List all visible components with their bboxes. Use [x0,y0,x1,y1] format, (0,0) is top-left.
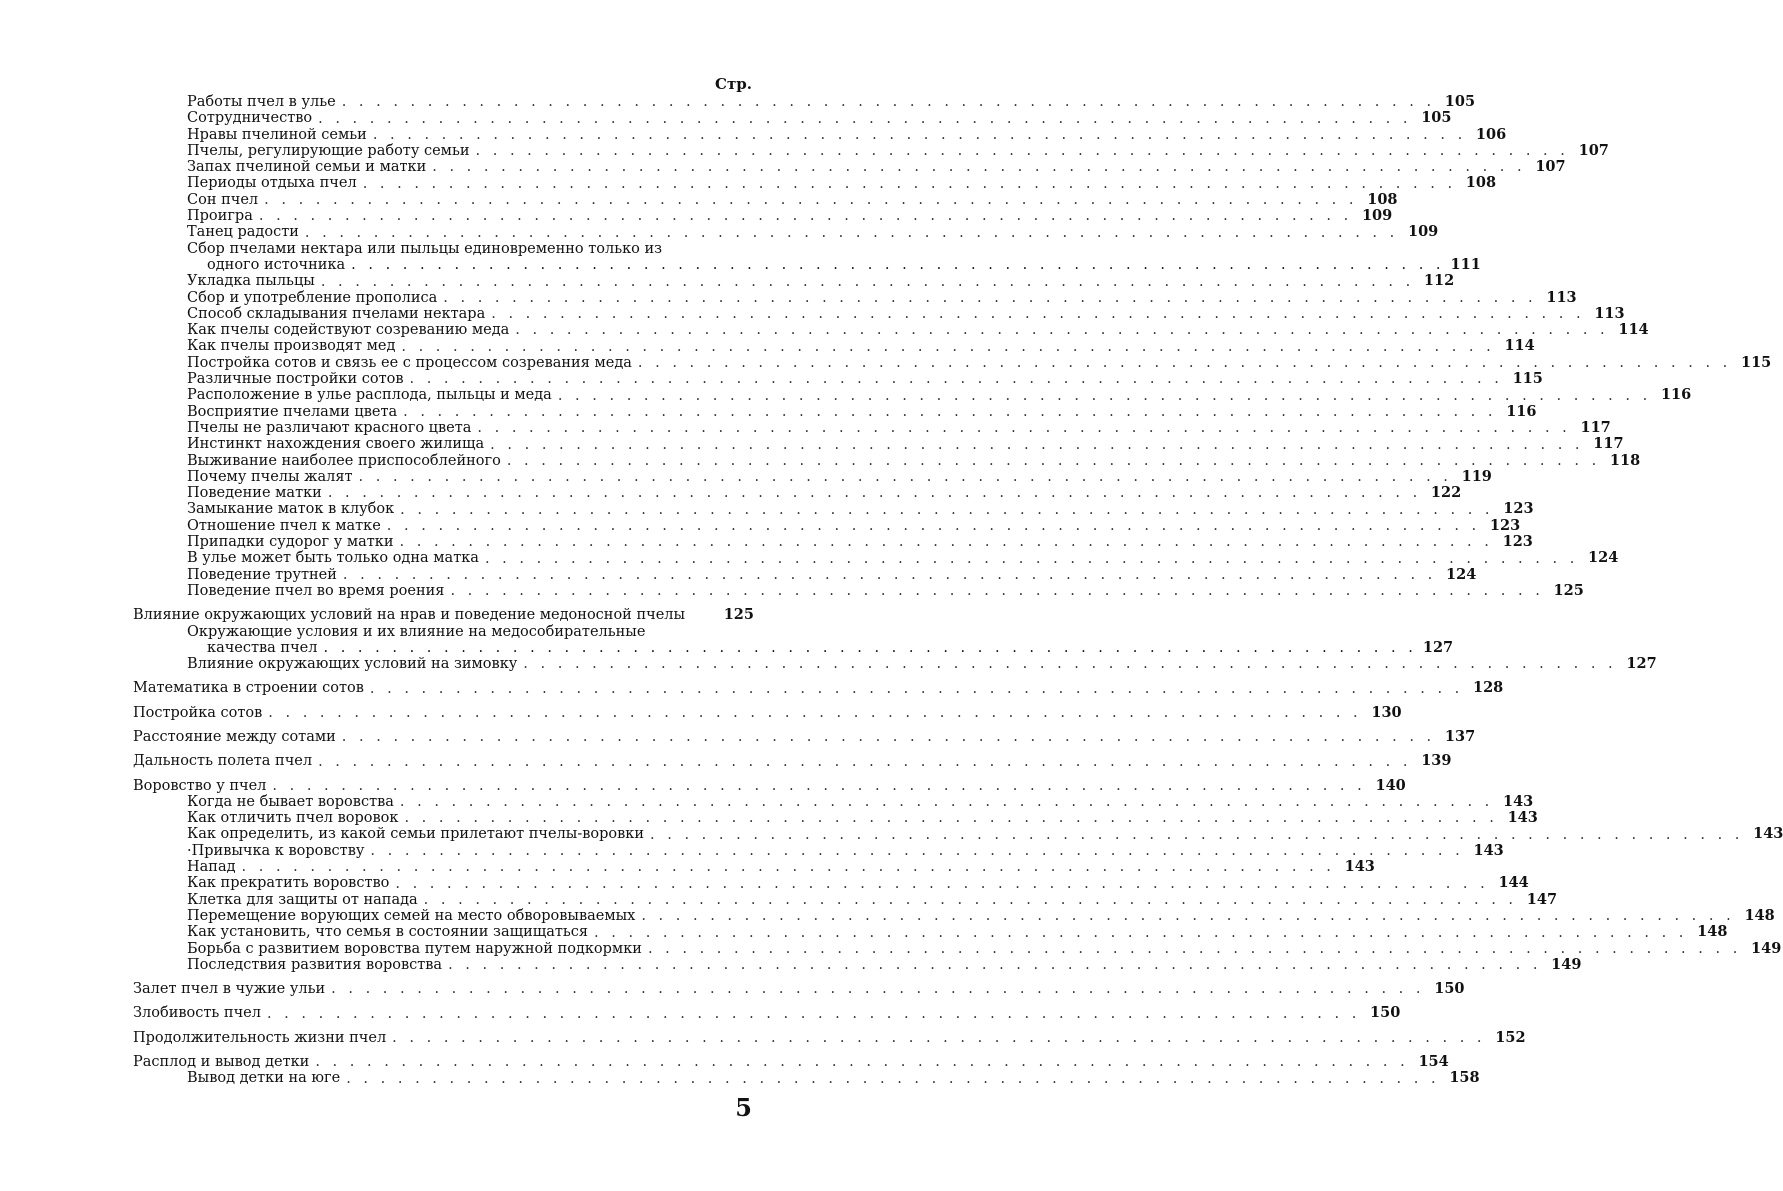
toc-entry-page: 124 [1446,565,1477,583]
toc-entry-title: Как прекратить воровство [187,875,390,892]
dot-leader: . . . . . . . . . . . . . . . . . . . . . . . . . . . . . . . . . . . . . . . . . . . . . . . . . . . . . . . . . . . . . . . . [358,469,1452,486]
toc-entry-title: Укладка пыльцы [187,273,315,290]
toc-entry-page: 130 [1371,703,1402,721]
dot-leader: . . . . . . . . . . . . . . . . . . . . . . . . . . . . . . . . . . . . . . . . . . . . . . . . . . . . . . . . . . . . . . . . [557,387,1652,404]
toc-entry [187,500,1534,518]
toc-entry-page: 117 [1593,435,1624,453]
dot-leader: . . . . . . . . . . . . . . . . . . . . . . . . . . . . . . . . . . . . . . . . . . . . . . . . . . . . . . . . . . . . . . . . [331,981,1425,998]
toc-entry [133,980,1465,998]
toc-entry [133,727,1476,746]
toc-entry [187,906,1775,925]
dot-leader: . . . . . . . . . . . . . . . . . . . . . . . . . . . . . . . . . . . . . . . . . . . . . . . . . . . . . . . . . . . . . . . . [264,192,1358,209]
toc-entry-page: 143 [1344,858,1375,876]
toc-entry [187,484,1462,502]
toc-entry [187,533,1533,551]
toc-entry-title-continued: качества пчел [207,639,318,656]
toc-entry [133,1028,1526,1047]
toc-entry [187,939,1782,957]
dot-leader: . . . . . . . . . . . . . . . . . . . . . . . . . . . . . . . . . . . . . . . . . . . . . . . . . . . . . . . . . . . . . . . . [641,908,1735,925]
toc-entry [133,607,754,623]
toc-entry-title: Поведение пчел во время роения [187,582,445,599]
toc-entry-page: 115 [1741,353,1772,371]
toc-entry-page: 128 [1473,679,1504,697]
toc-entry [187,240,1481,274]
table-of-contents [0,93,1783,1087]
toc-entry-page: 154 [1418,1053,1449,1071]
toc-entry [133,1053,1449,1071]
toc-entry-title: Различные постройки сотов [187,371,404,388]
dot-leader: . . . . . . . . . . . . . . . . . . . . . . . . . . . . . . . . . . . . . . . . . . . . . . . . . . . . . . . . . . . . . . . . [318,110,1412,127]
toc-entry-page: 123 [1502,533,1533,551]
toc-entry-title: Злобивость пчел [133,1005,261,1022]
toc-entry-page: 139 [1421,752,1452,770]
toc-entry-title: Когда не бывает воровства [187,793,394,810]
toc-entry-title: Поведение трутней [187,566,337,583]
toc-entry-page: 127 [1626,655,1657,673]
toc-entry-title: Сбор и употребление прополиса [187,289,438,306]
toc-entry-title: В улье может быть только одна матка [187,550,479,567]
toc-entry-page: 108 [1465,174,1497,192]
dot-leader: . . . . . . . . . . . . . . . . . . . . . . . . . . . . . . . . . . . . . . . . . . . . . . . . . . . . . . . . . . . . . . . . [241,859,1335,876]
toc-entry-title: Периоды отдыха пчел [187,175,357,192]
toc-entry [187,207,1393,225]
dot-leader: . . . . . . . . . . . . . . . . . . . . . . . . . . . . . . . . . . . . . . . . . . . . . . . . . . . . . . . . . . . . . . . . [315,1054,1409,1071]
dot-leader: . . . . . . . . . . . . . . . . . . . . . . . . . . . . . . . . . . . . . . . . . . . . . . . . . . . . . . . . . . . . . . . . [400,501,1494,518]
toc-entry [187,655,1657,673]
dot-leader: . . . . . . . . . . . . . . . . . . . . . . . . . . . . . . . . . . . . . . . . . . . . . . . . . . . . . . . . . . . . . . . . [647,940,1742,957]
toc-entry-title: Пчелы, регулирующие работу семьи [187,142,470,159]
toc-entry-page: 150 [1434,980,1465,998]
toc-entry-title: Сотрудничество [187,110,313,127]
toc-entry-title: Последствия развития воровства [187,956,443,973]
toc-entry [187,890,1558,908]
toc-entry-page: 143 [1507,809,1538,827]
toc-entry-title: Расплод и вывод детки [133,1054,310,1071]
dot-leader: . . . . . . . . . . . . . . . . . . . . . . . . . . . . . . . . . . . . . . . . . . . . . . . . . . . . . . . . . . . . . . . . [515,322,1609,339]
toc-entry [133,752,1452,770]
dot-leader: . . . . . . . . . . . . . . . . . . . . . . . . . . . . . . . . . . . . . . . . . . . . . . . . . . . . . . . . . . . . . . . . [523,656,1617,673]
toc-entry-title: Залет пчел в чужие ульи [133,981,326,998]
dot-leader: . . . . . . . . . . . . . . . . . . . . . . . . . . . . . . . . . . . . . . . . . . . . . . . . . . . . . . . . . . . . . . . . [399,794,1494,811]
toc-entry [187,304,1625,323]
toc-entry [187,125,1507,143]
dot-leader: . . . . . . . . . . . . . . . . . . . . . . . . . . . . . . . . . . . . . . . . . . . . . . . . . . . . . . . . . . . . . . . . [477,420,1571,437]
toc-entry-title: Влияние окружающих условий на зимовку [187,656,518,673]
toc-entry-title: Как определить, из какой семьи прилетают пчелы-воровки [187,826,645,843]
toc-entry [187,841,1504,860]
toc-entry-title: Воровство у пчел [133,777,267,794]
toc-entry-page: 108 [1367,190,1398,208]
toc-entry [187,353,1772,372]
toc-entry-page: 148 [1697,923,1728,941]
toc-entry-page: 105 [1444,93,1476,110]
toc-entry [133,1004,1401,1022]
toc-entry [133,776,1406,794]
toc-entry-title: Поведение матки [187,485,322,502]
dot-leader: . . . . . . . . . . . . . . . . . . . . . . . . . . . . . . . . . . . . . . . . . . . . . . . . . . . . . . . . . . . . . . . . [401,338,1495,355]
toc-entry [187,874,1529,892]
toc-entry [187,809,1538,827]
toc-entry [187,1069,1480,1087]
toc-entry-title: Расположение в улье расплода, пыльцы и меда [187,387,552,404]
toc-entry [187,386,1692,404]
dot-leader: . . . . . . . . . . . . . . . . . . . . . . . . . . . . . . . . . . . . . . . . . . . . . . . . . . . . . . . . . . . . . . . . [392,1030,1486,1047]
dot-leader: . . . . . . . . . . . . . . . . . . . . . . . . . . . . . . . . . . . . . . . . . . . . . . . . . . . . . . . . . . . . . . . . [399,534,1493,551]
dot-leader: . . . . . . . . . . . . . . . . . . . . . . . . . . . . . . . . . . . . . . . . . . . . . . . . . . . . . . . . . . . . . . . . [490,436,1584,453]
page-number: 5 [735,1093,752,1122]
toc-entry [187,565,1477,583]
toc-entry-title: Вывод детки на юге [187,1070,341,1087]
toc-entry-title: Запах пчелиной семьи и матки [187,159,427,176]
toc-entry-title: Расстояние между сотами [133,728,336,745]
toc-entry-page: 107 [1535,158,1566,176]
toc-entry-title: Инстинкт нахождения своего жилища [187,436,485,453]
toc-entry-page: 112 [1423,272,1455,290]
toc-entry [187,93,1476,111]
toc-entry [187,288,1577,306]
toc-entry-page: 117 [1580,418,1611,436]
toc-entry-title: Напад [187,859,236,876]
dot-leader: . . . . . . . . . . . . . . . . . . . . . . . . . . . . . . . . . . . . . . . . . . . . . . . . . . . . . . . . . . . . . . . . [403,403,1497,420]
dot-leader: . . . . . . . . . . . . . . . . . . . . . . . . . . . . . . . . . . . . . . . . . . . . . . . . . . . . . . . . . . . . . . . . [346,1070,1440,1087]
toc-entry [187,158,1566,176]
toc-entry-page: 152 [1495,1028,1526,1046]
toc-entry-title: Припадки судорог у матки [187,534,394,551]
toc-entry-page: 137 [1444,727,1476,745]
toc-entry-page: 143 [1473,841,1504,859]
toc-entry [187,370,1543,388]
dot-leader: . . . . . . . . . . . . . . . . . . . . . . . . . . . . . . . . . . . . . . . . . . . . . . . . . . . . . . . . . . . . . . . . [268,704,1362,721]
toc-entry [187,516,1521,535]
toc-entry [187,581,1584,600]
toc-entry [187,623,1454,657]
toc-entry [133,703,1402,721]
dot-leader: . . . . . . . . . . . . . . . . . . . . . . . . . . . . . . . . . . . . . . . . . . . . . . . . . . . . . . . . . . . . . . . . [637,355,1732,372]
dot-leader: . . . . . . . . . . . . . . . . . . . . . . . . . . . . . . . . . . . . . . . . . . . . . . . . . . . . . . . . . . . . . . . . [443,289,1537,306]
dot-leader: . . . . . . . . . . . . . . . . . . . . . . . . . . . . . . . . . . . . . . . . . . . . . . . . . . . . . . . . . . . . . . . . [327,485,1422,502]
toc-entry-title: Продолжительность жизни пчел [133,1029,387,1046]
toc-entry-title: Как пчелы производят мед [187,338,396,355]
toc-entry-title: Танец радости [187,224,299,241]
toc-entry-title: Выживание наиболее приспособлейного [187,452,501,469]
toc-entry-page: 105 [1421,109,1452,127]
toc-entry-page: 125 [723,606,754,624]
dot-leader: . . . . . . . . . . . . . . . . . . . . . . . . . . . . . . . . . . . . . . . . . . . . . . . . . . . . . . . . . . . . . . . . [450,583,1544,600]
toc-entry [187,402,1537,420]
dot-leader: . . . . . . . . . . . . . . . . . . . . . . . . . . . . . . . . . . . . . . . . . . . . . . . . . . . . . . . . . . . . . . . . [484,550,1579,567]
toc-entry-title: Как установить, что семья в состоянии защищаться [187,924,589,941]
toc-entry [187,451,1641,469]
toc-entry-title: Дальность полета пчел [133,753,313,770]
dot-leader: . . . . . . . . . . . . . . . . . . . . . . . . . . . . . . . . . . . . . . . . . . . . . . . . . . . . . . . . . . . . . . . . [323,640,1417,657]
toc-entry-title: Способ складывания пчелами нектара [187,305,486,322]
dot-leader: . . . . . . . . . . . . . . . . . . . . . . . . . . . . . . . . . . . . . . . . . . . . . . . . . . . . . . . . . . . . . . . . [475,143,1569,160]
toc-entry-page: 113 [1546,288,1577,306]
toc-entry [187,467,1492,486]
dot-leader: . . . . . . . . . . . . . . . . . . . . . . . . . . . . . . . . . . . . . . . . . . . . . . . . . . . . . . . . . . . . . . . . [341,94,1436,111]
toc-entry-page: 115 [1512,370,1543,388]
toc-entry-title: Нравы пчелиной семьи [187,126,367,143]
toc-entry-page: 148 [1744,906,1775,924]
toc-entry-page: 140 [1375,776,1406,794]
dot-leader: . . . . . . . . . . . . . . . . . . . . . . . . . . . . . . . . . . . . . . . . . . . . . . . . . . . . . . . . . . . . . . . . [370,843,1464,860]
toc-entry-page: 111 [1450,255,1481,273]
toc-entry-page: 109 [1407,223,1439,241]
dot-leader: . . . . . . . . . . . . . . . . . . . . . . . . . . . . . . . . . . . . . . . . . . . . . . . . . . . . . . . . . . . . . . . . [594,924,1688,941]
toc-entry-page: 149 [1551,955,1582,973]
toc-entry [187,923,1728,941]
toc-entry-page: 109 [1361,207,1393,225]
dot-leader: . . . . . . . . . . . . . . . . . . . . . . . . . . . . . . . . . . . . . . . . . . . . . . . . . . . . . . . . . . . . . . . . [432,159,1526,176]
toc-entry-page: 143 [1753,825,1783,843]
toc-entry-page: 116 [1660,386,1692,404]
toc-entry-page: 125 [1553,581,1584,599]
toc-entry-title: Постройка сотов и связь ее с процессом созревания меда [187,354,632,371]
dot-leader: . . . . . . . . . . . . . . . . . . . . . . . . . . . . . . . . . . . . . . . . . . . . . . . . . . . . . . . . . . . . . . . . [404,810,1498,827]
toc-entry-title: Проигра [187,208,253,225]
toc-entry-title: Борьба с развитием воровства путем наружной подкормки [187,940,642,957]
toc-entry-page: 114 [1504,337,1535,355]
dot-leader [691,608,714,624]
toc-entry [187,549,1619,567]
dot-leader: . . . . . . . . . . . . . . . . . . . . . . . . . . . . . . . . . . . . . . . . . . . . . . . . . . . . . . . . . . . . . . . . [386,518,1481,535]
toc-entry-page: 123 [1503,500,1534,518]
toc-entry-page: 158 [1449,1069,1480,1087]
dot-leader: . . . . . . . . . . . . . . . . . . . . . . . . . . . . . . . . . . . . . . . . . . . . . . . . . . . . . . . . . . . . . . . . [372,126,1467,143]
toc-entry-title: Замыкание маток в клубок [187,501,395,518]
toc-entry [187,190,1398,209]
dot-leader: . . . . . . . . . . . . . . . . . . . . . . . . . . . . . . . . . . . . . . . . . . . . . . . . . . . . . . . . . . . . . . . . [506,452,1601,469]
toc-entry [187,321,1649,339]
toc-entry-title: Пчелы не различают красного цвета [187,419,472,436]
toc-entry [133,679,1504,697]
toc-entry-title: Окружающие условия и их влияние на медособирательные [187,623,646,640]
toc-entry-title: Влияние окружающих условий на нрав и поведение медоносной пчелы [133,607,686,624]
toc-entry-title: Восприятие пчелами цвета [187,403,398,420]
toc-entry-page: 106 [1475,125,1507,143]
dot-leader: . . . . . . . . . . . . . . . . . . . . . . . . . . . . . . . . . . . . . . . . . . . . . . . . . . . . . . . . . . . . . . . . [395,875,1489,892]
toc-entry [187,174,1497,192]
page-column-label: Стр. [715,75,752,93]
dot-leader: . . . . . . . . . . . . . . . . . . . . . . . . . . . . . . . . . . . . . . . . . . . . . . . . . . . . . . . . . . . . . . . . [258,208,1353,225]
dot-leader: . . . . . . . . . . . . . . . . . . . . . . . . . . . . . . . . . . . . . . . . . . . . . . . . . . . . . . . . . . . . . . . . [342,566,1437,583]
toc-entry-page: 143 [1503,792,1534,810]
dot-leader: . . . . . . . . . . . . . . . . . . . . . . . . . . . . . . . . . . . . . . . . . . . . . . . . . . . . . . . . . . . . . . . . [266,1005,1361,1022]
dot-leader: . . . . . . . . . . . . . . . . . . . . . . . . . . . . . . . . . . . . . . . . . . . . . . . . . . . . . . . . . . . . . . . . [318,753,1412,770]
toc-entry-page: 123 [1489,516,1521,534]
toc-entry-page: 114 [1618,321,1649,339]
toc-entry-title: Как отличить пчел воровок [187,810,399,827]
dot-leader: . . . . . . . . . . . . . . . . . . . . . . . . . . . . . . . . . . . . . . . . . . . . . . . . . . . . . . . . . . . . . . . . [650,826,1744,843]
dot-leader: . . . . . . . . . . . . . . . . . . . . . . . . . . . . . . . . . . . . . . . . . . . . . . . . . . . . . . . . . . . . . . . . [423,891,1518,908]
toc-entry-page: 113 [1594,304,1625,322]
toc-entry [187,955,1582,974]
toc-entry-title: Сон пчел [187,191,259,208]
dot-leader: . . . . . . . . . . . . . . . . . . . . . . . . . . . . . . . . . . . . . . . . . . . . . . . . . . . . . . . . . . . . . . . . [272,777,1366,794]
toc-entry [187,141,1609,160]
toc-entry-title: Отношение пчел к матке [187,517,381,534]
toc-entry-page: 127 [1422,638,1454,656]
dot-leader: . . . . . . . . . . . . . . . . . . . . . . . . . . . . . . . . . . . . . . . . . . . . . . . . . . . . . . . . . . . . . . . . [491,306,1585,323]
toc-entry-page: 119 [1461,467,1492,485]
toc-entry-page: 107 [1578,141,1609,159]
toc-entry [187,109,1452,127]
dot-leader: . . . . . . . . . . . . . . . . . . . . . . . . . . . . . . . . . . . . . . . . . . . . . . . . . . . . . . . . . . . . . . . . [362,175,1457,192]
toc-entry-page: 124 [1588,549,1619,567]
dot-leader: . . . . . . . . . . . . . . . . . . . . . . . . . . . . . . . . . . . . . . . . . . . . . . . . . . . . . . . . . . . . . . . . [341,729,1436,746]
toc-entry [187,337,1535,355]
dot-leader: . . . . . . . . . . . . . . . . . . . . . . . . . . . . . . . . . . . . . . . . . . . . . . . . . . . . . . . . . . . . . . . . [369,680,1464,697]
toc-entry-title: Работы пчел в улье [187,94,336,110]
toc-entry-title: Перемещение ворующих семей на место обворовываемых [187,907,636,924]
dot-leader: . . . . . . . . . . . . . . . . . . . . . . . . . . . . . . . . . . . . . . . . . . . . . . . . . . . . . . . . . . . . . . . . [409,371,1503,388]
toc-entry-title: Клетка для защиты от напада [187,891,418,908]
toc-entry [187,223,1439,241]
toc-entry [187,418,1611,437]
toc-entry-page: 150 [1370,1004,1401,1022]
toc-entry [187,435,1624,453]
toc-entry [187,825,1783,843]
toc-entry-title: Математика в строении сотов [133,680,364,697]
toc-entry-title-continued: одного источника [207,256,346,273]
toc-entry-title: Почему пчелы жалят [187,468,353,485]
toc-entry [187,792,1534,811]
toc-entry-page: 144 [1498,874,1529,892]
dot-leader: . . . . . . . . . . . . . . . . . . . . . . . . . . . . . . . . . . . . . . . . . . . . . . . . . . . . . . . . . . . . . . . . [351,257,1445,274]
toc-entry-page: 147 [1526,890,1558,908]
toc-entry-title: Как пчелы содействуют созреванию меда [187,322,510,339]
toc-entry-page: 149 [1751,939,1782,957]
toc-entry-title: ·Привычка к воровству [187,842,365,859]
toc-entry-title: Сбор пчелами нектара или пыльцы единовременно только из [187,240,663,257]
toc-entry [187,858,1375,876]
toc-entry-page: 116 [1506,402,1537,420]
dot-leader: . . . . . . . . . . . . . . . . . . . . . . . . . . . . . . . . . . . . . . . . . . . . . . . . . . . . . . . . . . . . . . . . [304,224,1399,241]
toc-entry-title: Постройка сотов [133,704,263,721]
toc-entry-page: 122 [1430,484,1462,502]
toc-entry-page: 118 [1609,451,1641,469]
toc-entry [187,272,1455,290]
dot-leader: . . . . . . . . . . . . . . . . . . . . . . . . . . . . . . . . . . . . . . . . . . . . . . . . . . . . . . . . . . . . . . . . [448,957,1542,974]
dot-leader: . . . . . . . . . . . . . . . . . . . . . . . . . . . . . . . . . . . . . . . . . . . . . . . . . . . . . . . . . . . . . . . . [320,273,1415,290]
